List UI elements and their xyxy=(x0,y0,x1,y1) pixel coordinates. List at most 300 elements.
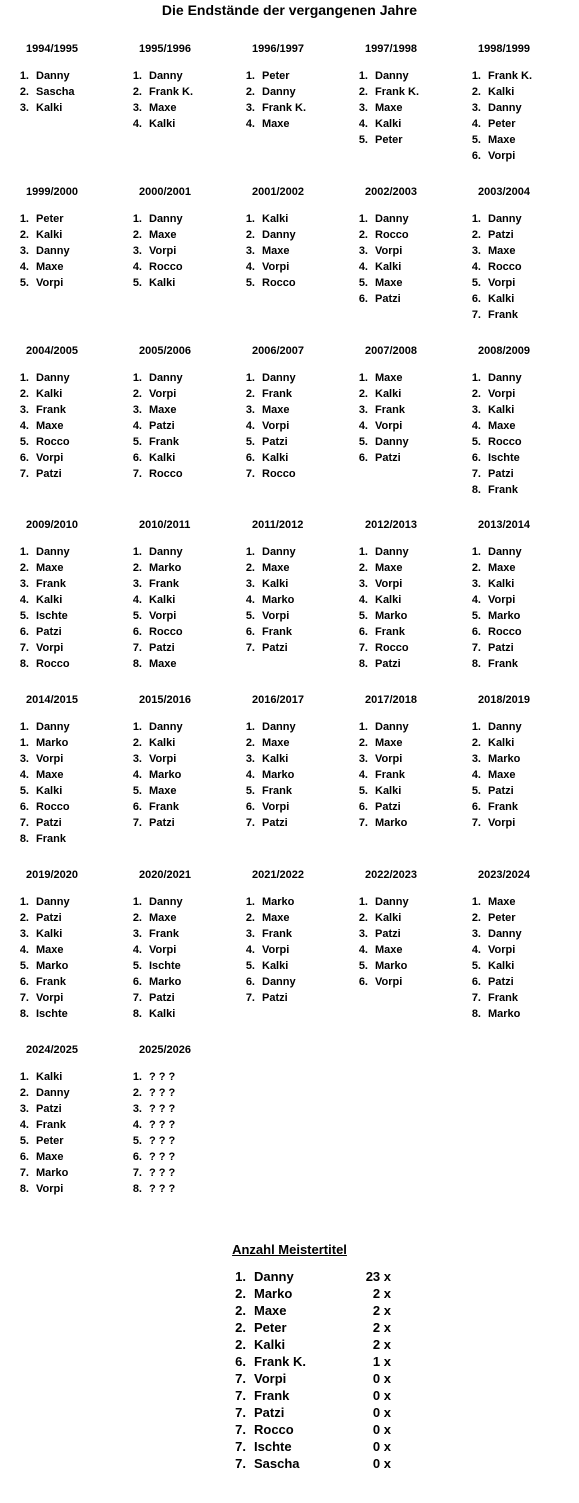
season-block xyxy=(351,185,464,307)
player-name: Maxe xyxy=(375,372,403,384)
rank-number: 5. xyxy=(132,960,142,972)
rank-row xyxy=(125,990,238,1006)
rank-number: 7. xyxy=(19,992,29,1004)
rank-number: 1. xyxy=(132,721,142,733)
rank-number: 8. xyxy=(19,1183,29,1195)
player-name: Danny xyxy=(488,102,522,114)
rank-number: 6. xyxy=(19,452,29,464)
title-row xyxy=(234,1302,404,1319)
rank-row xyxy=(12,1165,125,1181)
season-ranking xyxy=(351,211,464,307)
rank-row xyxy=(125,84,238,100)
season-block xyxy=(351,868,464,990)
season-label: 2025/2026 xyxy=(139,1044,191,1056)
rank-number: 4. xyxy=(132,1119,142,1131)
player-name: Danny xyxy=(375,721,409,733)
rank-number: 3. xyxy=(19,753,29,765)
title-player: Frank K. xyxy=(254,1354,307,1369)
rank-number: 8. xyxy=(19,833,29,845)
rank-row xyxy=(12,831,125,847)
player-name: Vorpi xyxy=(149,388,177,400)
player-name: Frank xyxy=(36,404,66,416)
player-name: Vorpi xyxy=(36,753,64,765)
season-ranking xyxy=(12,211,125,291)
rank-row xyxy=(125,1069,238,1085)
rank-row xyxy=(125,1101,238,1117)
player-name: Marko xyxy=(149,769,182,781)
rank-number: 5. xyxy=(358,785,368,797)
rank-number: 3. xyxy=(358,578,368,590)
player-name: Marko xyxy=(36,737,69,749)
rank-row xyxy=(125,259,238,275)
rank-number: 3. xyxy=(471,404,481,416)
rank-row xyxy=(125,243,238,259)
player-name: Kalki xyxy=(262,578,289,590)
rank-number: 2. xyxy=(132,562,142,574)
player-name: Patzi xyxy=(36,468,62,480)
rank-number: 4. xyxy=(358,118,368,130)
rank-row xyxy=(238,560,351,576)
season-label: 2002/2003 xyxy=(365,186,417,198)
rank-row xyxy=(464,783,577,799)
rank-number: 7. xyxy=(358,642,368,654)
player-name: Patzi xyxy=(149,642,175,654)
season-label: 2008/2009 xyxy=(478,345,530,357)
rank-number: 5. xyxy=(358,610,368,622)
rank-number: 3. xyxy=(245,102,255,114)
rank-number: 3. xyxy=(132,102,142,114)
rank-row xyxy=(12,560,125,576)
rank-row xyxy=(351,418,464,434)
player-name: Kalki xyxy=(262,960,289,972)
player-name: Frank K. xyxy=(375,86,420,98)
rank-row xyxy=(351,576,464,592)
season-ranking xyxy=(238,719,351,831)
player-name: Marko xyxy=(262,594,295,606)
season-block xyxy=(464,518,577,672)
rank-row xyxy=(12,1149,125,1165)
rank-number: 7. xyxy=(245,642,255,654)
rank-row xyxy=(238,910,351,926)
title-count: 2 x xyxy=(372,1337,391,1352)
player-name: Rocco xyxy=(488,436,522,448)
player-name: Danny xyxy=(149,546,183,558)
season-label: 1996/1997 xyxy=(252,43,304,55)
player-name: Vorpi xyxy=(488,277,516,289)
player-name: Frank xyxy=(36,976,66,988)
rank-number: 3. xyxy=(471,102,481,114)
title-count: 2 x xyxy=(372,1286,391,1301)
rank-number: 7. xyxy=(358,817,368,829)
rank-number: 3. xyxy=(245,928,255,940)
rank-row xyxy=(238,434,351,450)
rank-row xyxy=(12,1069,125,1085)
player-name: Vorpi xyxy=(149,610,177,622)
rank-row xyxy=(464,799,577,815)
season-ranking xyxy=(125,370,238,482)
rank-row xyxy=(464,544,577,560)
player-name: Maxe xyxy=(36,420,64,432)
rank-number: 1. xyxy=(132,372,142,384)
rank-row xyxy=(351,434,464,450)
player-name: Maxe xyxy=(488,420,516,432)
rank-number: 3. xyxy=(245,404,255,416)
player-name: Danny xyxy=(262,372,296,384)
player-name: Patzi xyxy=(149,992,175,1004)
rank-row xyxy=(351,386,464,402)
rank-number: 8. xyxy=(132,658,142,670)
rank-number: 3. xyxy=(471,753,481,765)
player-name: Kalki xyxy=(375,261,402,273)
rank-number: 4. xyxy=(245,420,255,432)
player-name: Ischte xyxy=(36,1008,68,1020)
title-rank: 6. xyxy=(235,1354,246,1369)
rank-number: 5. xyxy=(471,134,481,146)
rank-row xyxy=(464,100,577,116)
rank-row xyxy=(238,608,351,624)
player-name: Maxe xyxy=(149,785,177,797)
title-count: 0 x xyxy=(372,1388,391,1403)
rank-number: 3. xyxy=(245,245,255,257)
season-ranking xyxy=(125,211,238,291)
rank-number: 6. xyxy=(245,801,255,813)
rank-number: 6. xyxy=(19,976,29,988)
season-ranking xyxy=(12,544,125,672)
rank-number: 7. xyxy=(132,468,142,480)
rank-row xyxy=(464,211,577,227)
title-player: Kalki xyxy=(254,1337,286,1352)
player-name: Peter xyxy=(488,118,516,130)
title-player: Patzi xyxy=(254,1405,285,1420)
season-ranking xyxy=(464,719,577,831)
player-name: Patzi xyxy=(36,912,62,924)
season-ranking xyxy=(238,68,351,132)
player-name: Rocco xyxy=(36,801,70,813)
rank-row xyxy=(238,544,351,560)
rank-number: 5. xyxy=(19,960,29,972)
rank-number: 6. xyxy=(471,801,481,813)
season-ranking xyxy=(125,544,238,672)
season-block xyxy=(125,518,238,672)
player-name: Kalki xyxy=(36,785,63,797)
rank-number: 6. xyxy=(19,626,29,638)
player-name: Kalki xyxy=(262,753,289,765)
rank-row xyxy=(125,735,238,751)
rank-number: 6. xyxy=(245,976,255,988)
player-name: Patzi xyxy=(375,801,401,813)
rank-row xyxy=(351,592,464,608)
player-name: Danny xyxy=(262,721,296,733)
rank-row xyxy=(125,1181,238,1197)
rank-number: 5. xyxy=(471,610,481,622)
rank-row xyxy=(12,656,125,672)
rank-number: 2. xyxy=(245,388,255,400)
title-count: 0 x xyxy=(372,1422,391,1437)
rank-row xyxy=(238,894,351,910)
rank-number: 8. xyxy=(19,658,29,670)
player-name: ? ? ? xyxy=(149,1103,176,1115)
player-name: Danny xyxy=(262,229,296,241)
season-block xyxy=(125,868,238,1022)
player-name: Vorpi xyxy=(488,594,516,606)
player-name: Kalki xyxy=(36,102,63,114)
rank-number: 3. xyxy=(132,578,142,590)
rank-row xyxy=(464,307,577,323)
season-block xyxy=(12,185,125,291)
season-block xyxy=(464,693,577,831)
rank-number: 1. xyxy=(358,896,368,908)
titles-heading: Anzahl Meistertitel xyxy=(232,1242,347,1257)
season-ranking xyxy=(464,370,577,498)
rank-row xyxy=(351,815,464,831)
rank-number: 5. xyxy=(245,785,255,797)
rank-row xyxy=(351,84,464,100)
season-ranking xyxy=(12,1069,125,1197)
rank-number: 3. xyxy=(245,753,255,765)
season-block xyxy=(238,185,351,291)
season-label: 2013/2014 xyxy=(478,519,530,531)
season-block xyxy=(238,518,351,656)
rank-number: 4. xyxy=(245,769,255,781)
season-label: 2022/2023 xyxy=(365,869,417,881)
rank-row xyxy=(125,576,238,592)
season-label: 2023/2024 xyxy=(478,869,530,881)
player-name: Danny xyxy=(262,546,296,558)
rank-row xyxy=(12,370,125,386)
rank-row xyxy=(12,1006,125,1022)
season-ranking xyxy=(464,211,577,323)
rank-number: 1. xyxy=(245,372,255,384)
season-label: 2004/2005 xyxy=(26,345,78,357)
title-player: Marko xyxy=(254,1286,293,1301)
player-name: Marko xyxy=(375,960,408,972)
rank-number: 2. xyxy=(132,1087,142,1099)
rank-row xyxy=(464,560,577,576)
player-name: Kalki xyxy=(149,118,176,130)
rank-number: 2. xyxy=(132,737,142,749)
player-name: Rocco xyxy=(36,658,70,670)
player-name: Danny xyxy=(375,70,409,82)
rank-number: 2. xyxy=(132,388,142,400)
rank-row xyxy=(12,767,125,783)
rank-row xyxy=(125,656,238,672)
rank-number: 1. xyxy=(245,546,255,558)
rank-number: 3. xyxy=(245,578,255,590)
rank-row xyxy=(12,624,125,640)
rank-row xyxy=(238,370,351,386)
rank-number: 2. xyxy=(19,86,29,98)
rank-row xyxy=(464,592,577,608)
rank-row xyxy=(238,783,351,799)
player-name: Frank xyxy=(149,436,179,448)
rank-number: 6. xyxy=(358,452,368,464)
rank-number: 4. xyxy=(358,261,368,273)
player-name: Danny xyxy=(36,372,70,384)
player-name: Danny xyxy=(36,70,70,82)
rank-row xyxy=(351,656,464,672)
rank-row xyxy=(351,544,464,560)
rank-row xyxy=(125,275,238,291)
player-name: Danny xyxy=(375,896,409,908)
rank-number: 5. xyxy=(132,785,142,797)
rank-row xyxy=(125,1133,238,1149)
rank-number: 2. xyxy=(471,86,481,98)
season-block xyxy=(464,185,577,323)
player-name: Danny xyxy=(36,546,70,558)
season-ranking xyxy=(125,68,238,132)
player-name: Kalki xyxy=(488,404,515,416)
rank-row xyxy=(464,990,577,1006)
player-name: Kalki xyxy=(375,388,402,400)
player-name: Maxe xyxy=(262,245,290,257)
player-name: Danny xyxy=(149,372,183,384)
rank-row xyxy=(351,116,464,132)
rank-number: 7. xyxy=(19,1167,29,1179)
season-label: 2010/2011 xyxy=(139,519,191,531)
rank-number: 2. xyxy=(245,86,255,98)
player-name: Patzi xyxy=(262,642,288,654)
player-name: Vorpi xyxy=(375,420,403,432)
rank-number: 1. xyxy=(471,546,481,558)
rank-row xyxy=(238,84,351,100)
rank-number: 1. xyxy=(245,70,255,82)
rank-row xyxy=(351,291,464,307)
player-name: Kalki xyxy=(149,737,176,749)
rank-row xyxy=(125,624,238,640)
season-block xyxy=(125,344,238,482)
rank-row xyxy=(125,592,238,608)
season-label: 2019/2020 xyxy=(26,869,78,881)
player-name: Ischte xyxy=(36,610,68,622)
rank-row xyxy=(464,608,577,624)
rank-number: 1. xyxy=(471,70,481,82)
champion-titles-section xyxy=(0,1242,579,1471)
rank-row xyxy=(125,434,238,450)
rank-number: 6. xyxy=(132,976,142,988)
player-name: Vorpi xyxy=(262,801,290,813)
season-label: 2009/2010 xyxy=(26,519,78,531)
rank-number: 1. xyxy=(19,721,29,733)
rank-row xyxy=(125,211,238,227)
player-name: Kalki xyxy=(262,452,289,464)
rank-row xyxy=(125,418,238,434)
rank-row xyxy=(125,926,238,942)
season-ranking xyxy=(12,370,125,482)
rank-number: 1. xyxy=(19,737,29,749)
rank-row xyxy=(125,450,238,466)
rank-number: 1. xyxy=(132,70,142,82)
player-name: ? ? ? xyxy=(149,1087,176,1099)
player-name: Marko xyxy=(375,817,408,829)
rank-row xyxy=(12,84,125,100)
season-block xyxy=(12,868,125,1022)
player-name: Maxe xyxy=(375,102,403,114)
player-name: Maxe xyxy=(488,134,516,146)
rank-row xyxy=(238,942,351,958)
rank-number: 6. xyxy=(358,976,368,988)
title-row xyxy=(234,1387,404,1404)
rank-row xyxy=(351,735,464,751)
player-name: Frank xyxy=(488,484,518,496)
player-name: Rocco xyxy=(149,261,183,273)
player-name: Patzi xyxy=(36,817,62,829)
rank-number: 6. xyxy=(358,626,368,638)
rank-row xyxy=(464,243,577,259)
rank-number: 1. xyxy=(471,213,481,225)
season-block xyxy=(351,518,464,672)
season-label: 1998/1999 xyxy=(478,43,530,55)
rank-number: 1. xyxy=(19,1071,29,1083)
season-ranking xyxy=(238,544,351,656)
rank-row xyxy=(125,402,238,418)
player-name: Maxe xyxy=(375,737,403,749)
player-name: Rocco xyxy=(149,468,183,480)
player-name: Vorpi xyxy=(36,992,64,1004)
rank-number: 7. xyxy=(471,992,481,1004)
rank-number: 3. xyxy=(358,928,368,940)
title-player: Peter xyxy=(254,1320,287,1335)
rank-number: 3. xyxy=(19,1103,29,1115)
rank-row xyxy=(12,1085,125,1101)
season-ranking xyxy=(125,719,238,831)
rank-number: 6. xyxy=(471,626,481,638)
rank-number: 5. xyxy=(19,436,29,448)
rank-number: 5. xyxy=(19,785,29,797)
rank-row xyxy=(464,735,577,751)
title-player: Frank xyxy=(254,1388,290,1403)
rank-number: 7. xyxy=(19,817,29,829)
season-label: 1995/1996 xyxy=(139,43,191,55)
player-name: Frank xyxy=(375,769,405,781)
rank-number: 3. xyxy=(132,928,142,940)
rank-row xyxy=(12,211,125,227)
player-name: Marko xyxy=(149,976,182,988)
rank-row xyxy=(12,275,125,291)
rank-number: 1. xyxy=(471,721,481,733)
rank-row xyxy=(125,544,238,560)
player-name: Peter xyxy=(262,70,290,82)
rank-row xyxy=(351,68,464,84)
rank-number: 3. xyxy=(358,404,368,416)
rank-row xyxy=(464,291,577,307)
title-count: 2 x xyxy=(372,1320,391,1335)
season-ranking xyxy=(238,894,351,1006)
rank-row xyxy=(351,450,464,466)
title-rank: 7. xyxy=(235,1405,246,1420)
season-label: 2016/2017 xyxy=(252,694,304,706)
player-name: Frank K. xyxy=(488,70,533,82)
player-name: Marko xyxy=(375,610,408,622)
rank-number: 1. xyxy=(19,896,29,908)
rank-number: 6. xyxy=(471,452,481,464)
rank-number: 2. xyxy=(358,229,368,241)
rank-row xyxy=(238,100,351,116)
player-name: Danny xyxy=(149,213,183,225)
season-block xyxy=(464,344,577,498)
player-name: Maxe xyxy=(262,912,290,924)
season-label: 2007/2008 xyxy=(365,345,417,357)
player-name: Patzi xyxy=(375,928,401,940)
rank-row xyxy=(464,624,577,640)
rank-row xyxy=(464,1006,577,1022)
rank-number: 4. xyxy=(245,944,255,956)
rank-row xyxy=(12,402,125,418)
rank-row xyxy=(238,735,351,751)
rank-number: 2. xyxy=(471,562,481,574)
season-block xyxy=(351,344,464,466)
rank-row xyxy=(238,799,351,815)
rank-row xyxy=(238,974,351,990)
